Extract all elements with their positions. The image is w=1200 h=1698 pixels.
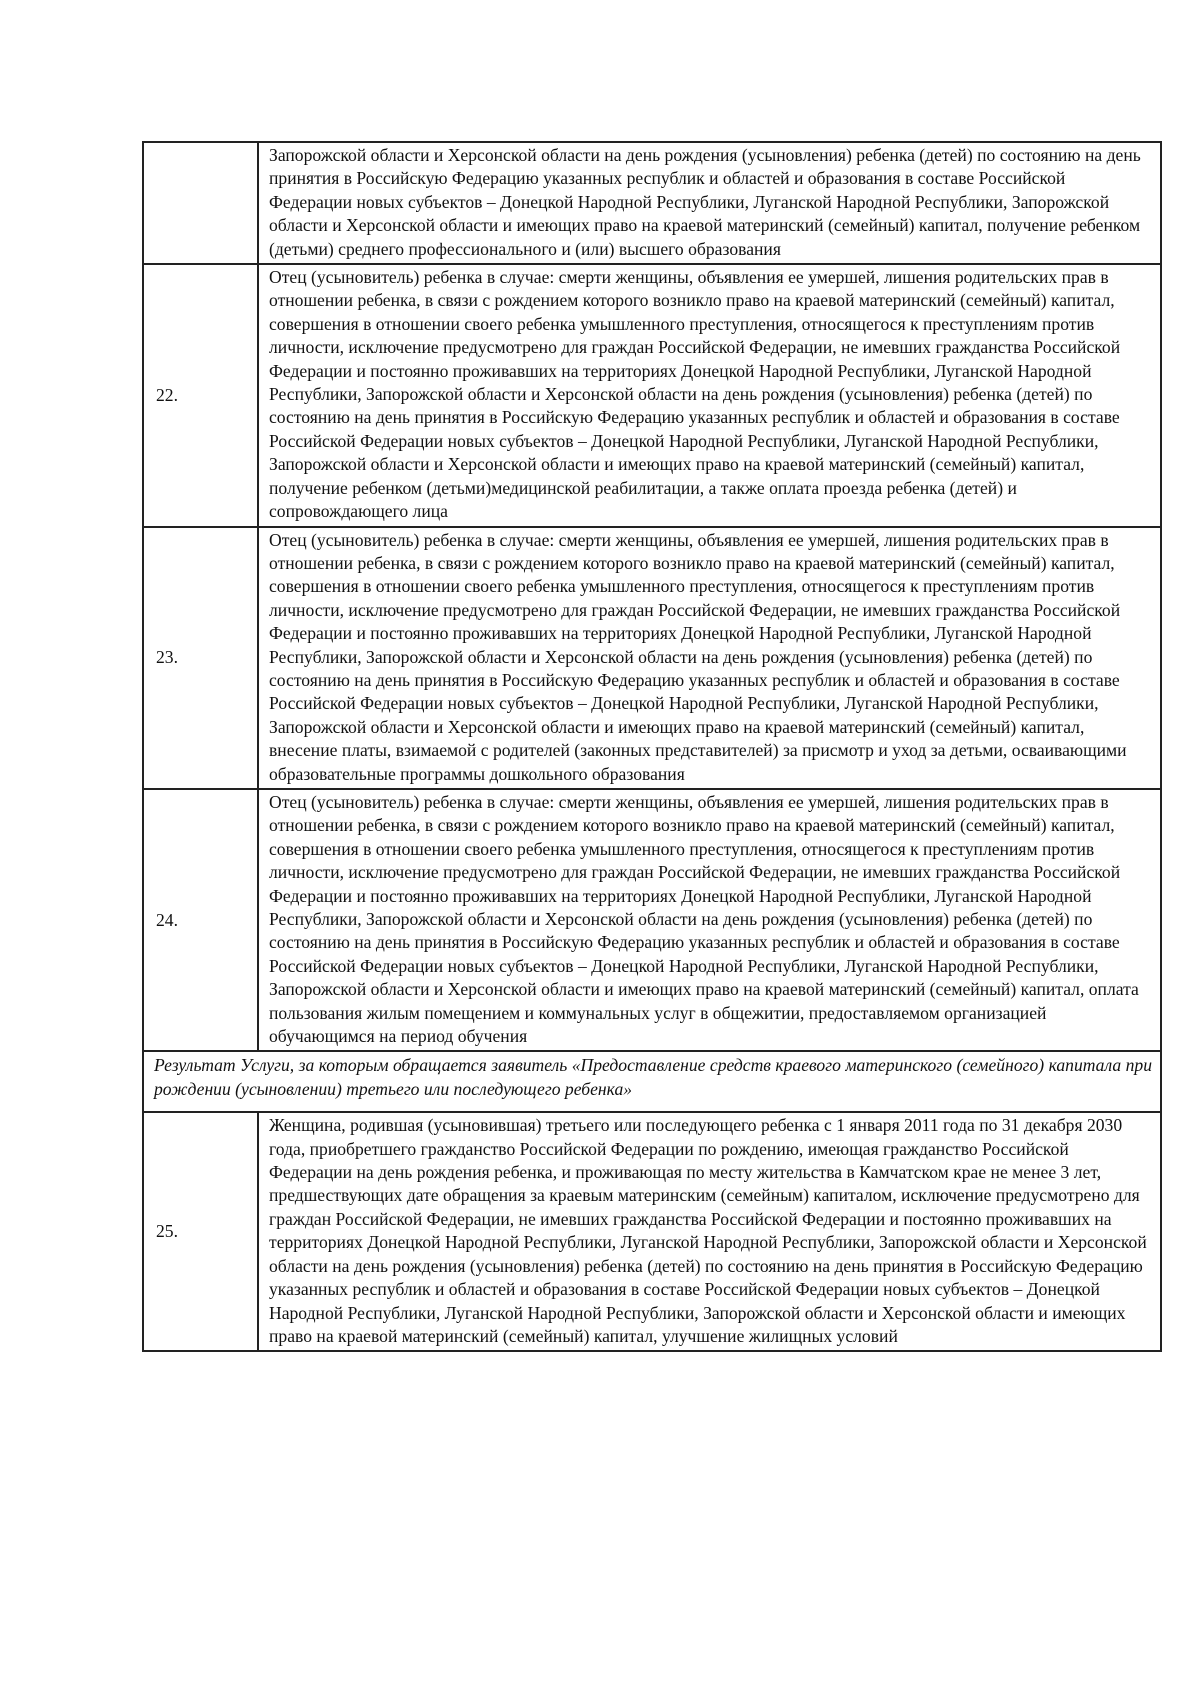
- table-row: [143, 527, 1161, 789]
- row-number: 22.: [143, 264, 258, 526]
- row-text: [258, 1112, 1161, 1351]
- section-heading-row: [143, 1051, 1161, 1112]
- row-text: [258, 142, 1161, 264]
- row-number: [143, 142, 258, 264]
- row-text-content: Отец (усыновитель) ребенка в случае: смерти женщины, объявления ее умершей, лишения родительских прав в отношении ребенка, в связи с рождением которого возникло право на краевой материнский (семейный) капитал, совершения в отношении своего ребенка умышленного преступления, относящегося к преступлениям против личности, исключение предусмотрено для граждан Российской Федерации, не имевших гражданства Российской Федерации и постоянно проживавших на территориях Донецкой Народной Республики, Луганской Народной Республики, Запорожской области и Херсонской области на день рождения (усыновления) ребенка (детей) по состоянию на день принятия в Российскую Федерацию указанных республик и областей и образования в составе Российской Федерации новых субъектов – Донецкой Народной Республики, Луганской Народной Республики, Запорожской области и Херсонской области и имеющих право на краевой материнский (семейный) капитал, получение ребенком (детьми)медицинской реабилитации, а также оплата проезда ребенка (детей) и сопровождающего лица: [269, 267, 1121, 522]
- row-text: [258, 527, 1161, 789]
- row-text-content: Запорожской области и Херсонской области на день рождения (усыновления) ребенка (детей) по состоянию на день принятия в Российскую Федерацию указанных республик и областей и образования в составе Российской Федерации новых субъектов – Донецкой Народной Республики, Луганской Народной Республики, Запорожской области и Херсонской области и имеющих право на краевой материнский (семейный) капитал, получение ребенком (детьми) среднего профессионального и (или) высшего образования: [269, 145, 1141, 259]
- table-row: [143, 1112, 1161, 1351]
- row-number: 23.: [143, 527, 258, 789]
- row-text-content: Отец (усыновитель) ребенка в случае: смерти женщины, объявления ее умершей, лишения родительских прав в отношении ребенка, в связи с рождением которого возникло право на краевой материнский (семейный) капитал, совершения в отношении своего ребенка умышленного преступления, относящегося к преступлениям против личности, исключение предусмотрено для граждан Российской Федерации, не имевших гражданства Российской Федерации и постоянно проживавших на территориях Донецкой Народной Республики, Луганской Народной Республики, Запорожской области и Херсонской области на день рождения (усыновления) ребенка (детей) по состоянию на день принятия в Российскую Федерацию указанных республик и областей и образования в составе Российской Федерации новых субъектов – Донецкой Народной Республики, Луганской Народной Республики, Запорожской области и Херсонской области и имеющих право на краевой материнский (семейный) капитал, оплата пользования жилым помещением и коммунальных услуг в общежитии, предоставляемом организацией обучающимся на период обучения: [269, 791, 1139, 1047]
- table-row: [143, 264, 1161, 526]
- row-text-content: Отец (усыновитель) ребенка в случае: смерти женщины, объявления ее умершей, лишения родительских прав в отношении ребенка, в связи с рождением которого возникло право на краевой материнский (семейный) капитал, совершения в отношении своего ребенка умышленного преступления, относящегося к преступлениям против личности, исключение предусмотрено для граждан Российской Федерации, не имевших гражданства Российской Федерации и постоянно проживавших на территориях Донецкой Народной Республики, Луганской Народной Республики, Запорожской области и Херсонской области на день рождения (усыновления) ребенка (детей) по состоянию на день принятия в Российскую Федерацию указанных республик и областей и образования в составе Российской Федерации новых субъектов – Донецкой Народной Республики, Луганской Народной Республики, Запорожской области и Херсонской области и имеющих право на краевой материнский (семейный) капитал, внесение платы, взимаемой с родителей (законных представителей) за присмотр и уход за детьми, осваивающими образовательные программы дошкольного образования: [269, 529, 1127, 784]
- row-text: [258, 789, 1161, 1051]
- document-table: [142, 141, 1162, 1352]
- row-number: 25.: [143, 1112, 258, 1351]
- row-text-content: Женщина, родившая (усыновившая) третьего или последующего ребенка с 1 января 2011 года по 31 декабря 2030 года, приобретшего гражданство Российской Федерации по рождению, имеющая гражданство Российской Федерации на день рождения ребенка, и проживающая по месту жительства в Камчатском крае не менее 3 лет, предшествующих дате обращения за краевым материнским (семейным) капиталом, исключение предусмотрено для граждан Российской Федерации, не имевших гражданства Российской Федерации и постоянно проживавших на территориях Донецкой Народной Республики, Луганской Народной Республики, Запорожской области и Херсонской области на день рождения (усыновления) ребенка (детей) по состоянию на день принятия в Российскую Федерацию указанных республик и областей и образования в составе Российской Федерации новых субъектов – Донецкой Народной Республики, Луганской Народной Республики, Запорожской области и Херсонской области и имеющих право на краевой материнский (семейный) капитал, улучшение жилищных условий: [269, 1115, 1147, 1346]
- table-row: [143, 789, 1161, 1051]
- row-number: 24.: [143, 789, 258, 1051]
- section-heading: Результат Услуги, за которым обращается заявитель «Предоставление средств краевого материнского (семейного) капитала при рождении (усыновлении) третьего или последующего ребенка»: [143, 1051, 1161, 1112]
- table-row: [143, 142, 1161, 264]
- row-text: [258, 264, 1161, 526]
